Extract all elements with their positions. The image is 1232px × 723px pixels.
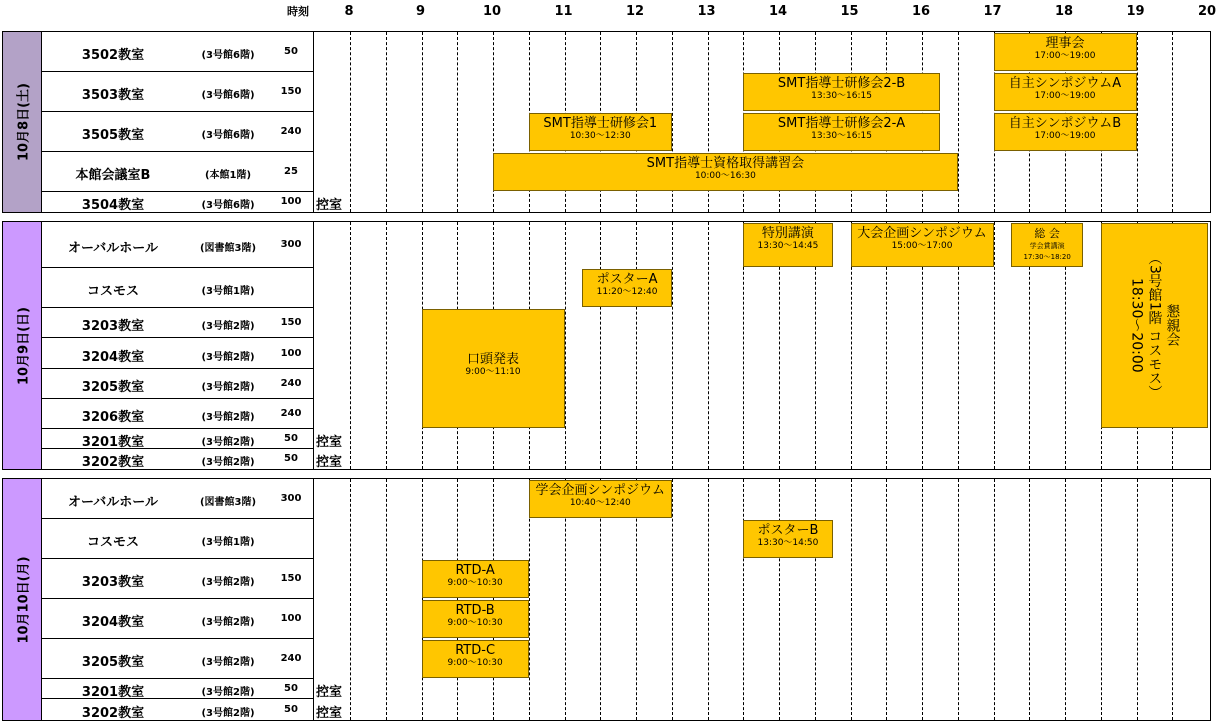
time-gridline [672, 479, 673, 720]
time-gridline [350, 222, 351, 469]
event-title: 懇親会 [1164, 304, 1181, 347]
time-gridline [1137, 32, 1138, 212]
day-label: 10月10日(月) [16, 555, 32, 644]
room-name: 3203教室 [81, 319, 145, 334]
time-gridline [386, 479, 387, 720]
room-name: 3202教室 [81, 705, 145, 721]
event-block[interactable] [743, 113, 940, 151]
event-time: 13:30～14:45 [757, 241, 819, 251]
room-floor: (3号館2階) [201, 457, 255, 468]
room-floor: (3号館6階) [201, 90, 255, 101]
room-floor: (3号館2階) [201, 351, 255, 363]
waiting-room-tag: 控室 [316, 705, 343, 721]
room-floor: (3号館2階) [201, 321, 255, 332]
time-header-label: 時刻 [287, 5, 309, 18]
event-time: 9:00～10:30 [447, 578, 503, 588]
room-name: 3201教室 [81, 435, 145, 450]
event-title: RTD-B [455, 603, 495, 618]
waiting-room-tag: 控室 [316, 685, 343, 700]
event-time: 9:00～10:30 [447, 658, 503, 668]
event-time: 9:00～10:30 [447, 618, 503, 628]
hour-label: 15 [840, 4, 859, 19]
event-block[interactable] [422, 560, 529, 598]
hour-label: 11 [554, 4, 573, 19]
time-gridline [815, 479, 816, 720]
room-floor: (3号館2階) [201, 707, 255, 719]
time-gridline [1101, 479, 1102, 720]
event-block[interactable] [743, 73, 940, 111]
time-gridline [350, 479, 351, 720]
day-block [2, 478, 1211, 721]
event-sub: （3号館1階 コスモス） [1146, 251, 1163, 400]
event-time: 10:00～16:30 [694, 171, 756, 181]
event-title: SMT指導士研修会2-B [777, 76, 906, 91]
day-column [3, 222, 42, 469]
room-name: コスモス [86, 535, 139, 550]
room-name: オーバルホール [67, 241, 159, 256]
event-time: 17:00～19:00 [1034, 91, 1096, 101]
room-name: 3205教室 [81, 380, 145, 395]
waiting-room-tag: 控室 [316, 198, 343, 213]
room-info-border [313, 32, 314, 212]
room-floor: (3号館2階) [201, 437, 255, 448]
time-gridline [1137, 479, 1138, 720]
event-block[interactable] [422, 640, 529, 678]
room-capacity: 150 [280, 317, 302, 328]
day-label: 10月8日(土) [16, 82, 32, 162]
room-floor: (3号館6階) [201, 50, 255, 61]
room-name: 3203教室 [81, 575, 145, 590]
time-gridline [958, 32, 959, 212]
room-floor: (3号館2階) [201, 412, 255, 423]
day-block [2, 221, 1211, 470]
event-title: SMT指導士研修会2-A [777, 116, 906, 131]
event-time: 13:30～16:15 [811, 91, 872, 101]
event-block[interactable] [529, 113, 672, 151]
day-block [2, 31, 1211, 213]
room-capacity: 50 [284, 703, 298, 715]
hour-label: 12 [625, 4, 645, 19]
room-capacity: 240 [280, 378, 302, 389]
event-title: 自主シンポジウムB [1008, 116, 1122, 131]
room-name: 3205教室 [81, 655, 145, 670]
event-block[interactable] [1011, 223, 1083, 267]
event-title: ポスターB [757, 523, 819, 538]
room-capacity: 240 [280, 126, 302, 137]
event-block[interactable] [994, 33, 1137, 71]
room-capacity: 150 [280, 86, 302, 97]
time-gridline [851, 479, 852, 720]
room-name: 3204教室 [81, 615, 145, 630]
room-capacity: 50 [284, 46, 298, 57]
event-vertical-text [1127, 251, 1181, 399]
event-title: SMT指導士研修会1 [543, 116, 658, 131]
room-floor: (図書館3階) [199, 243, 257, 254]
event-title: ポスターA [596, 272, 658, 287]
room-capacity: 100 [280, 613, 302, 624]
time-gridline [958, 479, 959, 720]
event-title: 総 会 [1034, 227, 1060, 240]
time-gridline [386, 32, 387, 212]
room-name: コスモス [86, 284, 139, 299]
room-floor: (3号館6階) [201, 200, 255, 211]
time-gridline [1065, 479, 1066, 720]
time-gridline [600, 222, 601, 469]
room-capacity: 50 [284, 453, 298, 464]
time-gridline [779, 479, 780, 720]
day-column [3, 479, 42, 720]
event-block[interactable] [582, 269, 671, 307]
hour-label: 18 [1054, 4, 1074, 19]
room-capacity: 50 [284, 433, 298, 444]
time-gridline [565, 222, 566, 469]
room-info-border [313, 479, 314, 720]
room-name: 本館会議室B [75, 168, 151, 183]
room-name: 3502教室 [81, 48, 145, 63]
event-time: 10:30～12:30 [569, 131, 631, 141]
event-title: 理事会 [1045, 36, 1085, 51]
event-subtitle: 学会賞講演 [1029, 242, 1065, 250]
time-gridline [457, 32, 458, 212]
event-title: SMT指導士資格取得講習会 [646, 156, 805, 171]
room-floor: (3号館2階) [201, 382, 255, 393]
room-floor: (3号館6階) [201, 130, 255, 141]
time-gridline [994, 222, 995, 469]
time-gridline [1172, 32, 1173, 212]
room-name: 3201教室 [81, 685, 145, 700]
time-gridline [386, 222, 387, 469]
event-block[interactable] [743, 520, 832, 558]
time-gridline [422, 32, 423, 212]
room-info-border [313, 222, 314, 469]
event-title: 自主シンポジウムA [1008, 76, 1122, 91]
room-floor: (3号館2階) [201, 687, 255, 698]
event-time: 17:00～19:00 [1034, 51, 1096, 61]
hour-label: 20 [1197, 4, 1217, 19]
event-block[interactable] [422, 600, 529, 638]
time-gridline [922, 479, 923, 720]
room-floor: (図書館3階) [199, 497, 257, 508]
time-gridline [743, 479, 744, 720]
time-gridline [636, 222, 637, 469]
room-floor: (本館1階) [204, 170, 252, 181]
event-title: RTD-C [455, 643, 496, 658]
event-block[interactable] [422, 309, 565, 428]
room-capacity: 100 [280, 347, 302, 359]
hour-label: 16 [911, 4, 931, 19]
room-capacity: 100 [280, 196, 302, 207]
time-gridline [350, 32, 351, 212]
event-title: 口頭発表 [466, 351, 519, 367]
time-gridline [708, 479, 709, 720]
room-floor: (3号館2階) [201, 577, 255, 588]
room-capacity: 50 [284, 683, 298, 694]
time-gridline [886, 479, 887, 720]
hour-label: 8 [344, 4, 354, 19]
hour-label: 13 [697, 4, 716, 19]
time-gridline [994, 479, 995, 720]
event-time: 11:20～12:40 [596, 287, 658, 297]
room-name: 3204教室 [81, 349, 145, 365]
event-title: 特別講演 [761, 226, 814, 241]
event-time: 17:30～18:20 [1023, 253, 1071, 261]
waiting-room-tag: 控室 [316, 455, 343, 470]
event-time: 17:00～19:00 [1034, 131, 1096, 141]
room-floor: (3号館2階) [201, 657, 255, 668]
time-gridline [1029, 479, 1030, 720]
room-capacity: 240 [280, 408, 302, 419]
event-block[interactable] [529, 480, 672, 518]
time-gridline [672, 222, 673, 469]
room-floor: (3号館1階) [201, 537, 255, 548]
hour-label: 10 [482, 4, 502, 19]
hour-label: 17 [983, 4, 1002, 19]
hour-label: 14 [768, 4, 788, 19]
event-time: 13:30～14:50 [757, 538, 819, 548]
event-block[interactable] [851, 223, 994, 267]
room-name: 3202教室 [81, 455, 145, 470]
event-block[interactable] [994, 113, 1137, 151]
event-title: RTD-A [455, 563, 495, 578]
room-name: 3504教室 [81, 198, 145, 213]
event-time: 9:00～11:10 [465, 366, 521, 377]
time-gridline [708, 222, 709, 469]
day-label: 10月9日(日) [16, 306, 32, 385]
event-block[interactable] [1101, 223, 1208, 428]
room-name: 3503教室 [81, 88, 145, 103]
event-block[interactable] [493, 153, 958, 191]
event-title: 大会企画シンポジウム [857, 226, 987, 241]
room-capacity: 300 [280, 239, 302, 250]
room-floor: (3号館2階) [201, 617, 255, 628]
room-name: 3206教室 [81, 410, 145, 425]
event-time: 18:30～20:00 [1128, 278, 1145, 373]
event-time: 10:40～12:40 [569, 498, 631, 508]
event-time: 13:30～16:15 [811, 131, 872, 141]
time-gridline [1172, 479, 1173, 720]
waiting-room-tag: 控室 [316, 435, 343, 450]
room-floor: (3号館1階) [201, 286, 255, 297]
event-title: 学会企画シンポジウム [535, 483, 666, 498]
room-capacity: 300 [280, 493, 302, 504]
event-block[interactable] [994, 73, 1137, 111]
hour-label: 9 [415, 4, 426, 19]
room-capacity: 240 [280, 653, 302, 664]
day-column [3, 32, 42, 212]
event-time: 15:00～17:00 [891, 241, 953, 251]
hour-label: 19 [1126, 4, 1145, 19]
room-capacity: 25 [284, 166, 298, 177]
event-block[interactable] [743, 223, 832, 267]
room-name: オーバルホール [67, 495, 159, 510]
room-name: 3505教室 [81, 128, 145, 143]
room-capacity: 150 [280, 573, 302, 584]
